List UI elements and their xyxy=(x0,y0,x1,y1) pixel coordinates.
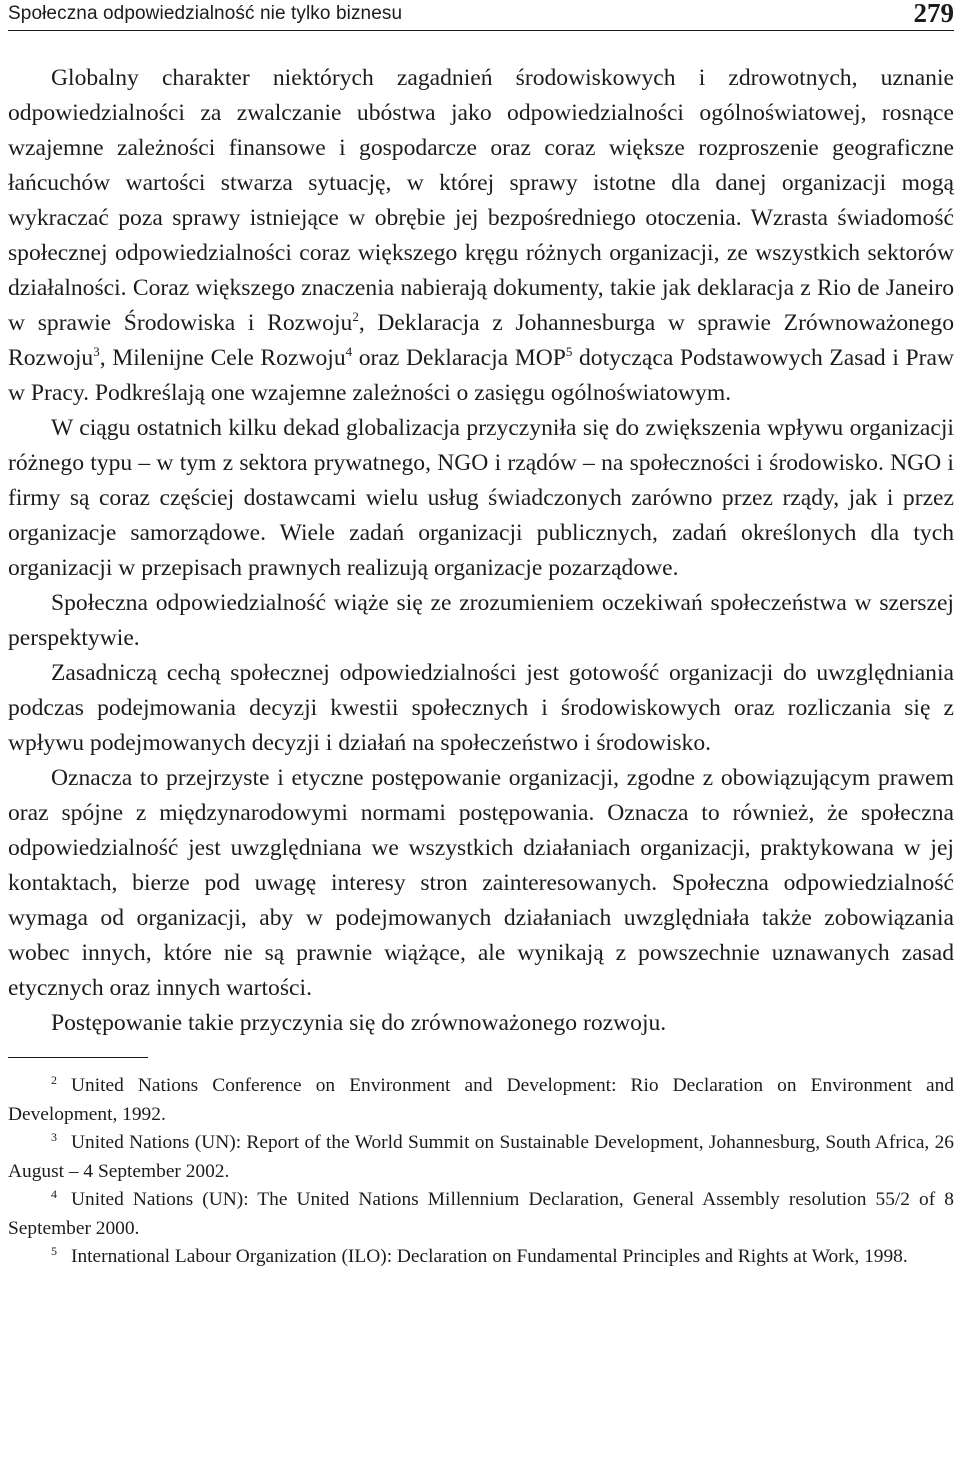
footnote-5: $^5$ International Labour Organization (ILO): Declaration on Fundamental Principles and Rights at Work, 1998. xyxy=(51,1243,908,1267)
footnote-2: $^2$ United Nations Conference on Environment and Development: Rio Declaration on Environment and Development, 1992. xyxy=(8,1072,954,1125)
body-text xyxy=(8,61,954,1041)
footnote-number: 5 xyxy=(51,1243,57,1258)
paragraph-3: Społeczna odpowiedzialność wiąże się ze zrozumieniem oczekiwań społeczeństwa w szerszej perspektywie. xyxy=(8,590,954,651)
page-number: 279 xyxy=(913,0,954,28)
document-page xyxy=(8,0,954,1272)
footnote-number: 4 xyxy=(51,1186,57,1201)
paragraph-5: Oznacza to przejrzyste i etyczne postępowanie organizacji, zgodne z obowiązującym prawem oraz spójne z międzynarodowymi normami postępowania. Oznacza to również, że społeczna odpowiedzialność jest uwzględniana we wszystkich działaniach organizacji, praktykowana w jej kontaktach, bierze pod uwagę interesy stron zainteresowanych. Społeczna odpowiedzialność wymaga od organizacji, aby w podejmowanych działaniach uwzględniała także zobowiązania wobec innych, które nie są prawnie wiążące, ale wynikają z powszechnie uznawanych zasad etycznych oraz innych wartości. xyxy=(8,765,954,1001)
footnote-4: $^4$ United Nations (UN): The United Nations Millennium Declaration, General Assembly resolution 55/2 of 8 September 2000. xyxy=(8,1186,954,1239)
paragraph-4: Zasadniczą cechą społecznej odpowiedzialności jest gotowość organizacji do uwzględniania podczas podejmowania decyzji kwestii społecznych i środowiskowych oraz rozliczania się z wpływu podejmowanych decyzji i działań na społeczeństwo i środowisko. xyxy=(8,660,954,756)
footnote-ref-4[interactable]: 4 xyxy=(345,344,353,360)
footnotes xyxy=(8,1072,954,1272)
paragraph-6: Postępowanie takie przyczynia się do zrównoważonego rozwoju. xyxy=(51,1010,667,1036)
footnote-ref-2[interactable]: 2 xyxy=(352,309,359,325)
footnote-number: 2 xyxy=(51,1072,57,1087)
footnote-divider xyxy=(8,1057,148,1058)
running-header xyxy=(8,0,954,31)
footnote-ref-5[interactable]: 5 xyxy=(565,344,573,360)
footnote-3: $^3$ United Nations (UN): Report of the World Summit on Sustainable Development, Johannesburg, South Africa, 26 August – 4 September 2002. xyxy=(8,1129,954,1182)
paragraph-2: W ciągu ostatnich kilku dekad globalizacja przyczyniła się do zwiększenia wpływu organizacji różnego typu – w tym z sektora prywatnego, NGO i rządów – na społeczności i środowisko. NGO i firmy są coraz częściej dostawcami wielu usług świadczonych zarówno przez rządy, jak i przez organizacje samorządowe. Wiele zadań organizacji publicznych, zadań określonych dla tych organizacji w przepisach prawnych realizują organizacje pozarządowe. xyxy=(8,415,954,581)
running-title: Społeczna odpowiedzialność nie tylko biznesu xyxy=(8,3,403,24)
footnote-ref-3[interactable]: 3 xyxy=(93,344,100,360)
paragraph-1: Globalny charakter niektórych zagadnień środowiskowych i zdrowotnych, uznanie odpowiedzialności za zwalczanie ubóstwa jako odpowiedzialności ogólnoświatowej, rosnące wzajemne zależności finansowe i gospodarcze oraz coraz większe rozproszenie geograficzne łańcuchów wartości stwarza sytuację, w której sprawy istotne dla danej organizacji mogą wykraczać poza sprawy istniejące w obrębie jej bezpośredniego otoczenia. Wzrasta świadomość społecznej odpowiedzialności coraz większego kręgu różnych organizacji, ze wszystkich sektorów działalności. Coraz większego znaczenia nabierają dokumenty, takie jak deklaracja z Rio de Janeiro w sprawie Środowiska i Rozwoju$^2$, Deklaracja z Johannesburga w sprawie Zrównoważonego Rozwoju$^3$, Milenijne Cele Rozwoju$^4$ oraz Deklaracja MOP$^5$ dotycząca Podstawowych Zasad i Praw w Pracy. Podkreślają one wzajemne zależności o zasięgu ogólnoświatowym. xyxy=(8,65,954,406)
footnote-number: 3 xyxy=(51,1129,57,1144)
